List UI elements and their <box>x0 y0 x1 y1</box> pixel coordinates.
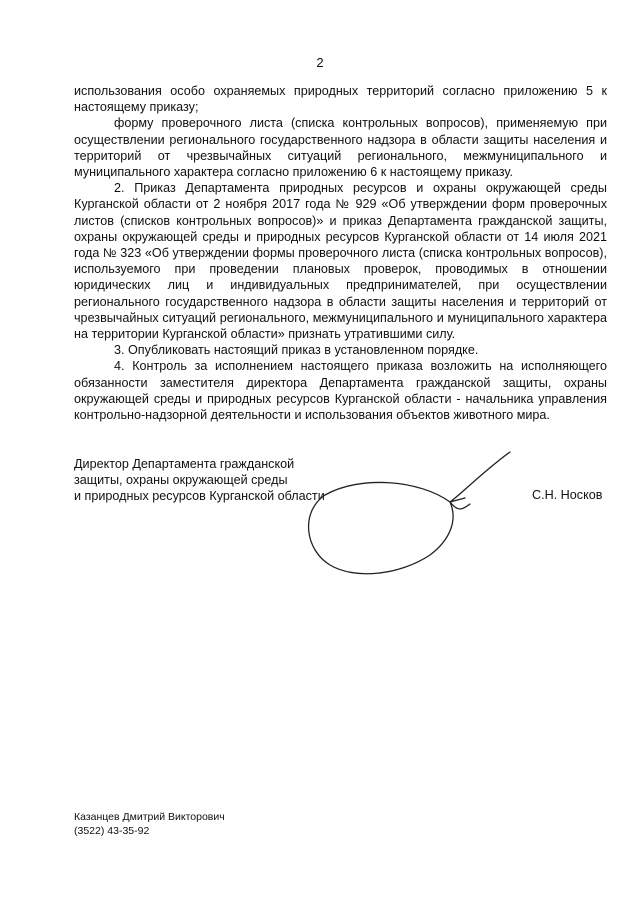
paragraph-item-4: 4. Контроль за исполнением настоящего приказа возложить на исполняющего обязанности заместителя директора Департамента гражданской защиты, охраны окружающей среды и природных ресурсов Курганской области - начальника управления контрольно-надзорной деятельности и использования объектов животного мира. <box>74 359 607 423</box>
document-body <box>74 83 607 423</box>
page-number: 2 <box>316 55 324 70</box>
signatory-position-line: защиты, охраны окружающей среды <box>74 473 288 488</box>
signatory-position-line: Директор Департамента гражданской <box>74 457 295 471</box>
paragraph-continuation: использования особо охраняемых природных территорий согласно приложению 5 к настоящему приказу; <box>74 84 607 115</box>
signatory-position-line: и природных ресурсов Курганской области <box>74 489 325 504</box>
executor-name: Казанцев Дмитрий Викторович <box>74 811 225 823</box>
signatory-position <box>74 456 325 505</box>
handwritten-signature <box>300 440 520 590</box>
executor-phone: (3522) 43-35-92 <box>74 825 150 837</box>
paragraph-form-6: форму проверочного листа (списка контрольных вопросов), применяемую при осуществлении регионального государственного надзора в области защиты населения и территорий от чрезвычайных ситуаций регионального, межмуниципального и муниципального характера согласно приложению 6 к настоящему приказу. <box>74 116 607 180</box>
executor-info <box>74 810 225 838</box>
paragraph-item-2: 2. Приказ Департамента природных ресурсов и охраны окружающей среды Курганской области от 2 ноября 2017 года № 929 «Об утверждении форм проверочных листов (списков контрольных вопросов)» и приказ Департамента гражданской защиты, охраны окружающей среды и природных ресурсов Курганской области от 14 июля 2021 года № 323 «Об утверждении формы проверочного листа (списка контрольных вопросов), используемого при проведении плановых проверок, проводимых в отношении юридических лиц и индивидуальных предпринимателей, при осуществлении регионального государственного надзора в области защиты населения и территорий от чрезвычайных ситуаций регионального, межмуниципального и муниципального характера на территории Курганской области» признать утратившими силу. <box>74 181 607 342</box>
paragraph-item-3: 3. Опубликовать настоящий приказ в установленном порядке. <box>114 343 479 358</box>
signatory-name: С.Н. Носков <box>532 488 603 502</box>
